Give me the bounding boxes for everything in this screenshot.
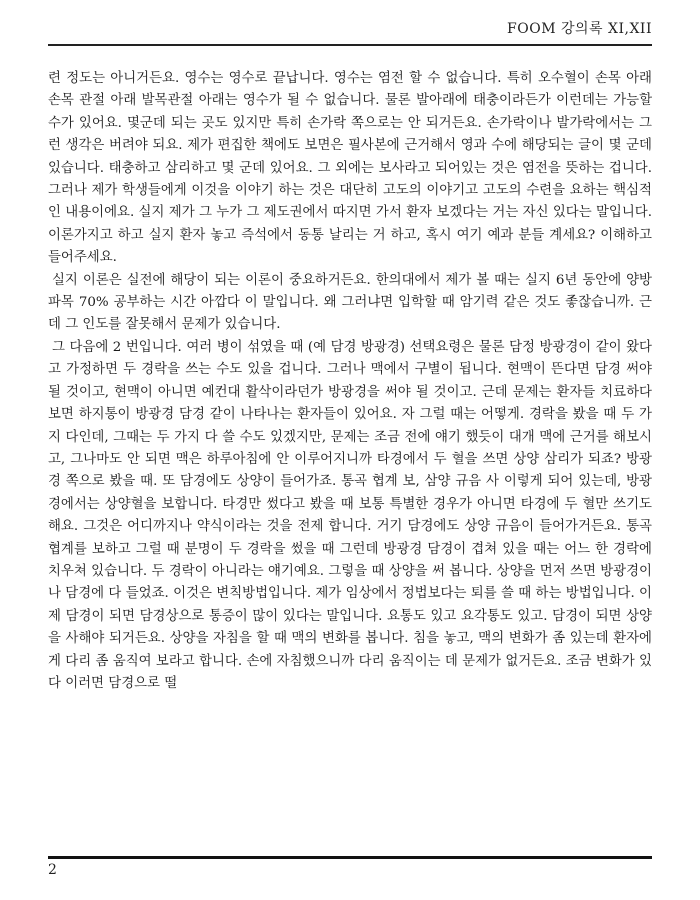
footer-divider (48, 856, 652, 859)
document-body (48, 68, 652, 848)
running-title: FOOM 강의록 XI,XII (507, 21, 652, 37)
paragraph: 실지 이론은 실전에 해당이 되는 이론이 중요하거든요. 한의대에서 제가 볼 때는 실지 6년 동안에 양방 파목 70% 공부하는 시간 아깝다 이 말입니다. 왜 그러냐면 입학할 때 암기력 같은 것도 좋잖습니까. 근데 그 인도를 잘못해서 문제가 있습니다. (48, 272, 652, 333)
page-number: 2 (48, 862, 57, 878)
paragraph: 련 정도는 아니거든요. 영수는 영수로 끝납니다. 영수는 염전 할 수 없습니다. 특히 오수혈이 손목 아래 손목 관절 아래 발목관절 아래는 영수가 될 수 없습니다. 물론 발아래에 태충이라든가 이런데는 가능할 수가 있어요. 몇군데 되는 곳도 있지만 특히 손가락 쪽으로는 안 되거든요. 손가락이나 발가락에서는 그런 생각은 버려야 되요. 제가 편집한 책에도 보면은 필사본에 근거해서 영과 수에 해당되는 글이 몇 군데 있습니다. 태충하고 삼리하고 몇 군데 있어요. 그 외에는 보사라고 되어있는 것은 염전을 뜻하는 겁니다. 그러나 제가 학생들에게 이것을 이야기 하는 것은 대단히 고도의 이야기고 고도의 수련을 요하는 핵심적인 내용이에요. 실지 제가 그 누가 그 제도권에서 따지면 가서 환자 보겠다는 거는 자신 있다는 말입니다. 이론가지고 하고 실지 환자 놓고 즉석에서 동통 날리는 거 하고, 혹시 여기 예과 분들 계세요? 이해하고 들어주세요. (48, 71, 652, 266)
header-divider (48, 44, 652, 46)
running-header (48, 18, 652, 42)
paragraph: 그 다음에 2 번입니다. 여러 병이 섞였을 때 (예 담경 방광경) 선택요령은 물론 담정 방광경이 같이 왔다고 가정하면 두 경락을 쓰는 수도 있을 겁니다. 그러나 맥에서 구별이 됩니다. 현맥이 뜬다면 담경 써야 될 것이고, 현맥이 아니면 예컨대 활삭이라던가 방광경을 써야 될 것이고. 근데 문제는 환자들 치료하다 보면 하지통이 방광경 담경 같이 나타나는 환자들이 있어요. 자 그럴 때는 어떻게. 경락을 봤을 때 두 가지 다인데, 그때는 두 가지 다 쓸 수도 있겠지만, 문제는 조금 전에 얘기 했듯이 대개 맥에 근거를 해보시고, 그나마도 안 되면 맥은 하루아침에 안 이루어지니까 타경에서 두 혈을 쓰면 상양 삼리가 되죠? 방광경 쪽으로 봤을 때. 또 담경에도 상양이 들어가죠. 통곡 협계 보, 삼양 규음 사 이렇게 되어 있는데, 방광경에서는 상양혈을 보합니다. 타경만 썼다고 봤을 때 보통 특별한 경우가 아니면 타경에 두 혈만 쓰기도 해요. 그것은 어디까지나 약식이라는 것을 전제 합니다. 거기 담경에도 상양 규음이 들어가거든요. 통곡 협계를 보하고 그럴 때 분명이 두 경락을 썼을 때 그런데 방광경 담경이 겹쳐 있을 때는 어느 한 경락에 치우쳐 있습니다. 두 경락이 아니라는 얘기예요. 그렇을 때 상양을 써 봅니다. 상양을 먼저 쓰면 방광경이나 담경에 다 들었죠. 이것은 변칙방법입니다. 제가 임상에서 정법보다는 퇴를 쓸 때 하는 방법입니다. 이제 담경이 되면 담경상으로 통증이 많이 있다는 말입니다. 요통도 있고 요각통도 있고. 담경이 되면 상양을 사해야 되거든요. 상양을 자침을 할 때 맥의 변화를 봅니다. 침을 놓고, 맥의 변화가 좀 있는데 환자에게 다리 좀 움직여 보라고 합니다. 손에 자침했으니까 다리 움직이는 데 문제가 없거든요. 조금 변화가 있다 이러면 담경으로 떨 (48, 339, 652, 691)
